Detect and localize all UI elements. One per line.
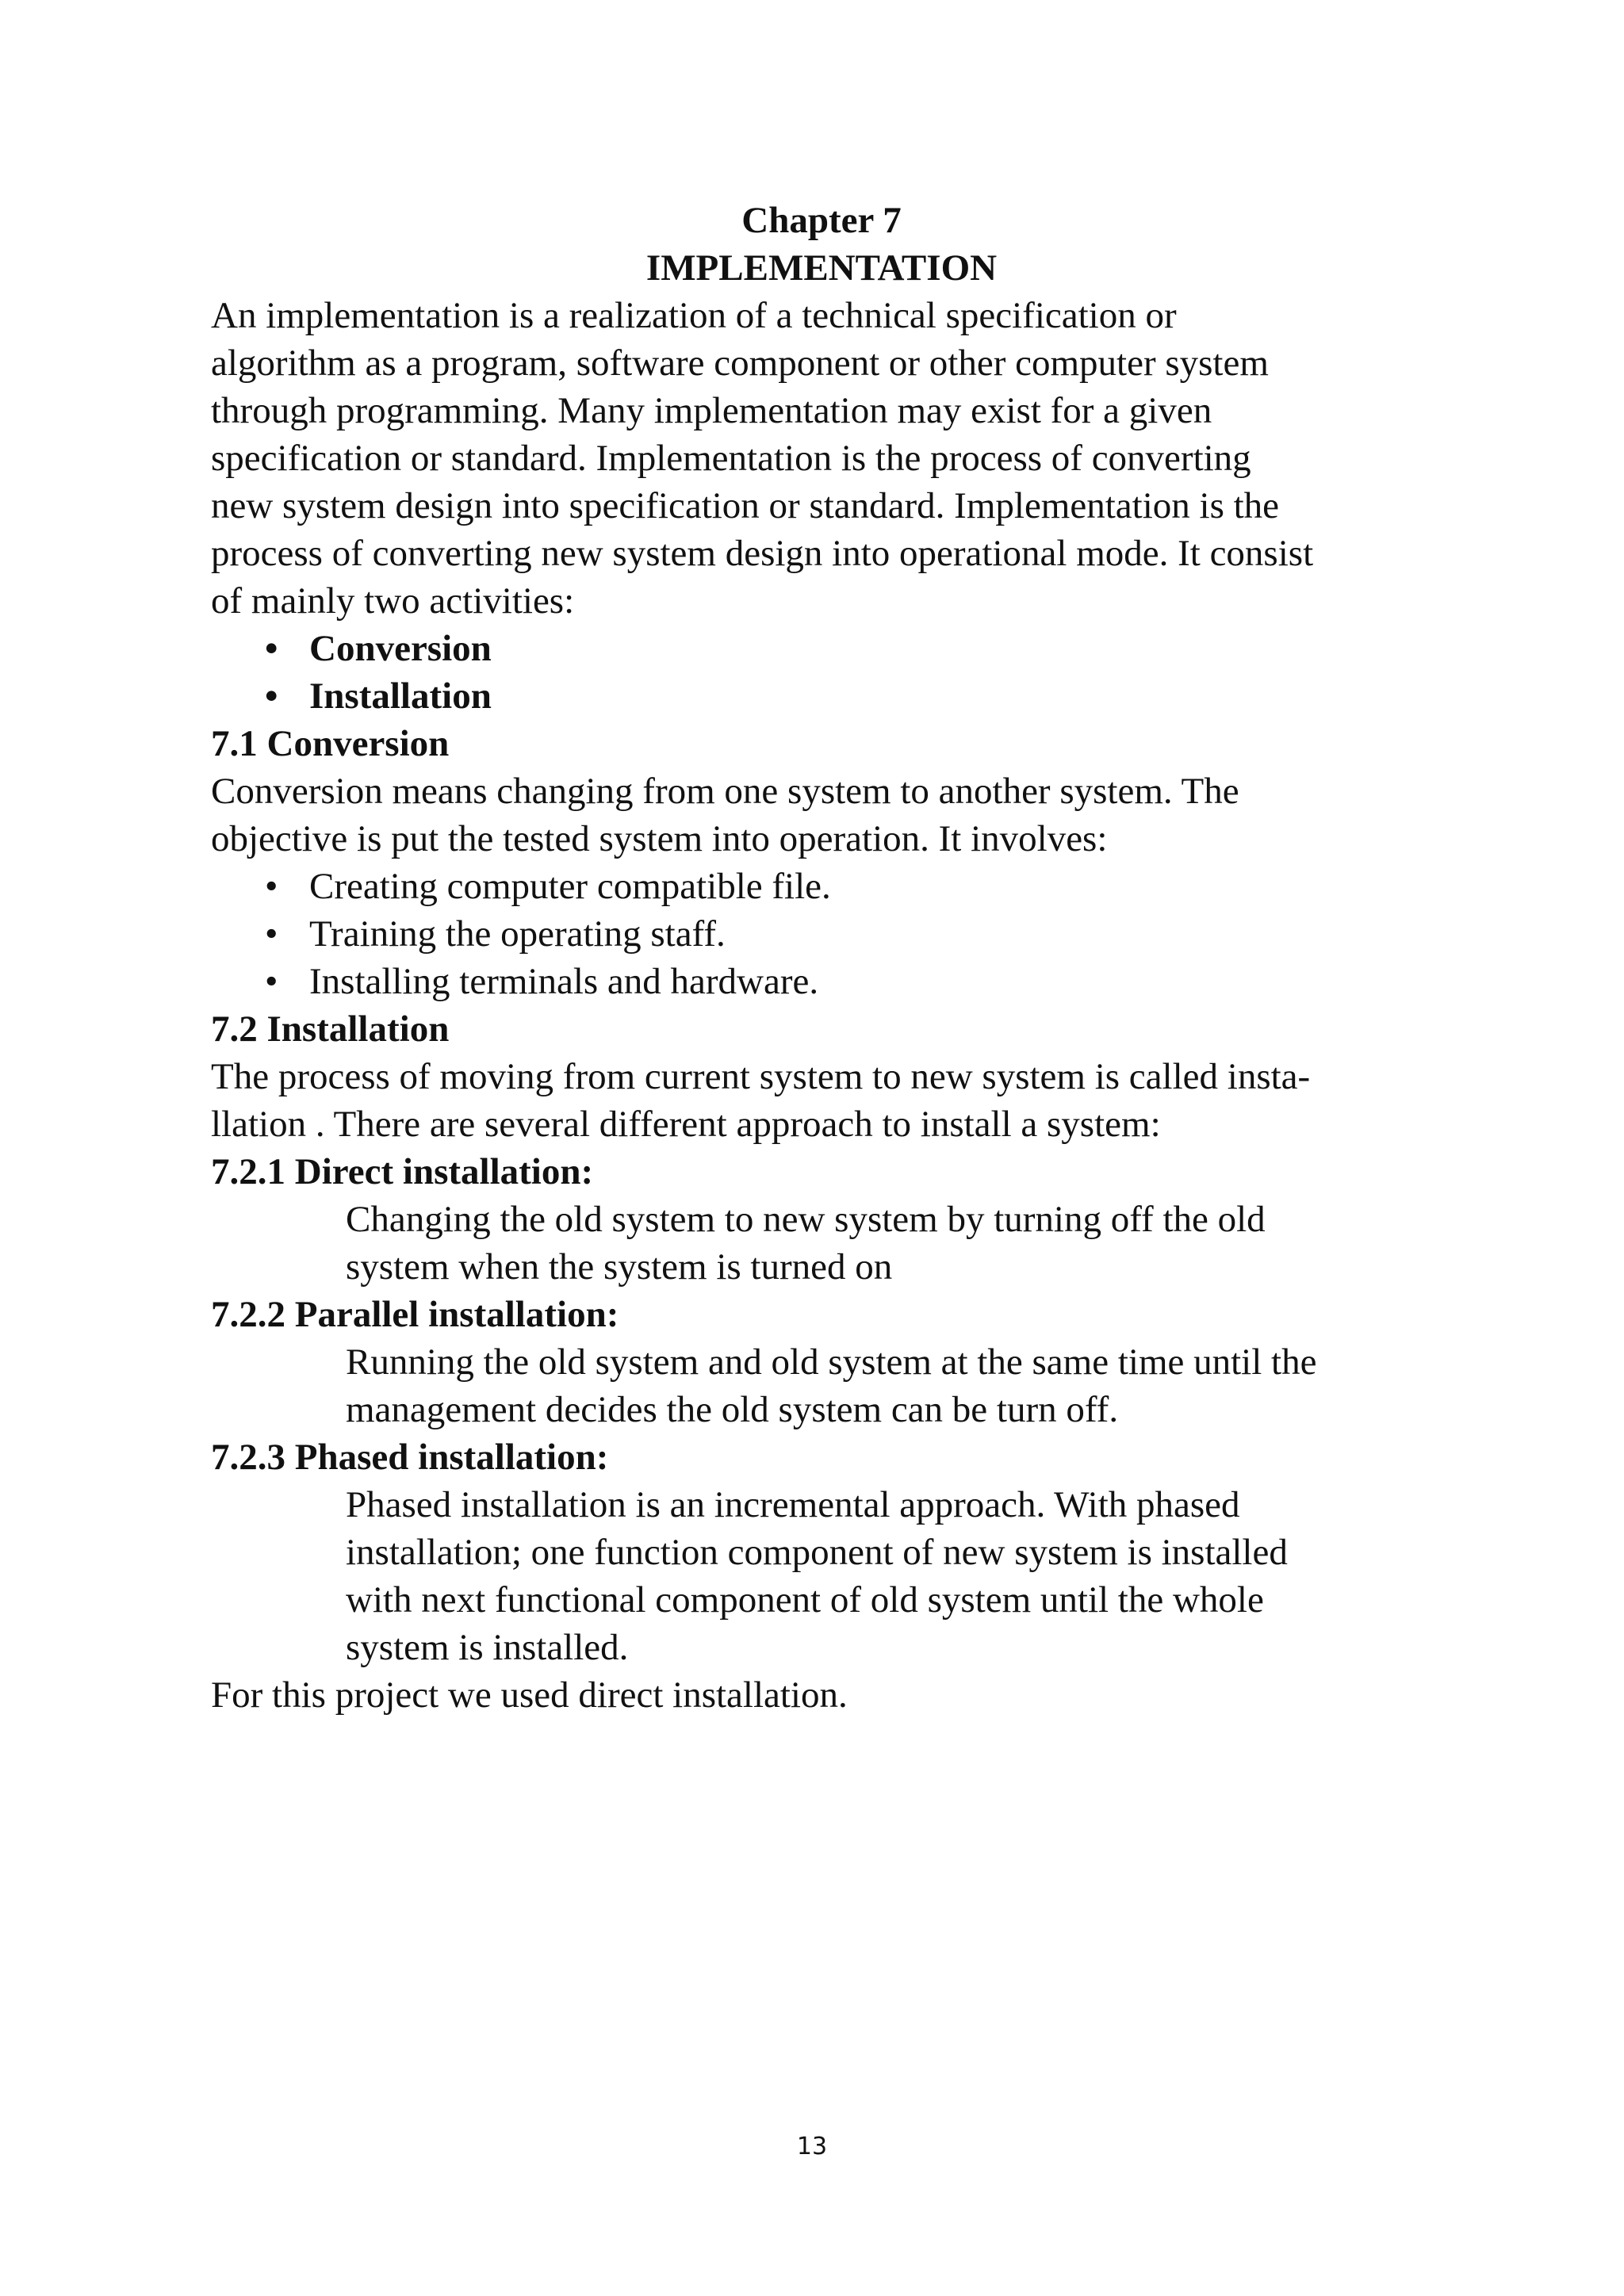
activities-list xyxy=(211,625,1448,720)
page-number: 13 xyxy=(796,2133,828,2160)
list-item xyxy=(211,910,1448,958)
paragraph-line: process of converting new system design into operational mode. It consist xyxy=(211,533,1314,574)
list-item-text: Installing terminals and hardware. xyxy=(309,961,819,1002)
section-heading-conversion: 7.1 Conversion xyxy=(211,723,450,764)
paragraph-line: management decides the old system can be turn off. xyxy=(346,1389,1119,1430)
subsection-heading-direct: 7.2.1 Direct installation: xyxy=(211,1151,594,1192)
conversion-paragraph xyxy=(211,767,1448,863)
list-item-text: Creating computer compatible file. xyxy=(309,866,831,907)
paragraph-line: system when the system is turned on xyxy=(346,1246,893,1288)
paragraph-line: An implementation is a realization of a technical specification or xyxy=(211,295,1177,336)
paragraph-line: specification or standard. Implementation is the process of converting xyxy=(211,438,1251,479)
list-item-text: Conversion xyxy=(309,628,492,669)
chapter-label: Chapter 7 xyxy=(741,200,902,241)
subsection-heading-parallel: 7.2.2 Parallel installation: xyxy=(211,1294,619,1335)
paragraph-line: For this project we used direct installation. xyxy=(211,1674,848,1716)
paragraph-line: system is installed. xyxy=(346,1627,629,1668)
list-item xyxy=(211,958,1448,1005)
paragraph-line: installation; one function component of new system is installed xyxy=(346,1532,1288,1573)
bullet-icon: • xyxy=(265,675,278,717)
paragraph-line: Changing the old system to new system by turning off the old xyxy=(346,1199,1266,1240)
list-item xyxy=(211,625,1448,672)
bullet-icon: • xyxy=(265,961,278,1002)
bullet-icon: • xyxy=(265,866,278,907)
bullet-icon: • xyxy=(265,913,278,955)
chapter-title: IMPLEMENTATION xyxy=(645,247,998,289)
phased-paragraph xyxy=(211,1481,1448,1671)
paragraph-line: Phased installation is an incremental approach. With phased xyxy=(346,1484,1240,1525)
closing-paragraph xyxy=(211,1671,1448,1719)
installation-paragraph xyxy=(211,1053,1448,1148)
paragraph-line: llation . There are several different approach to install a system: xyxy=(211,1104,1161,1145)
bullet-icon: • xyxy=(265,628,278,669)
parallel-paragraph xyxy=(211,1338,1448,1433)
list-item-text: Training the operating staff. xyxy=(309,913,726,955)
subsection-heading-phased: 7.2.3 Phased installation: xyxy=(211,1437,609,1478)
list-item xyxy=(211,863,1448,910)
paragraph-line: new system design into specification or standard. Implementation is the xyxy=(211,485,1280,526)
list-item xyxy=(211,672,1448,720)
paragraph-line: Running the old system and old system at the same time until the xyxy=(346,1341,1317,1383)
paragraph-line: algorithm as a program, software component or other computer system xyxy=(211,342,1269,384)
direct-paragraph xyxy=(211,1196,1448,1291)
paragraph-line: of mainly two activities: xyxy=(211,580,575,622)
paragraph-line: with next functional component of old system until the whole xyxy=(346,1579,1264,1621)
paragraph-line: objective is put the tested system into operation. It involves: xyxy=(211,818,1108,859)
page-content xyxy=(211,197,1448,1719)
intro-paragraph xyxy=(211,292,1448,625)
conversion-list xyxy=(211,863,1448,1005)
section-heading-installation: 7.2 Installation xyxy=(211,1008,450,1050)
paragraph-line: The process of moving from current system to new system is called insta- xyxy=(211,1056,1311,1097)
paragraph-line: through programming. Many implementation may exist for a given xyxy=(211,390,1212,431)
list-item-text: Installation xyxy=(309,675,492,717)
paragraph-line: Conversion means changing from one system to another system. The xyxy=(211,771,1239,812)
